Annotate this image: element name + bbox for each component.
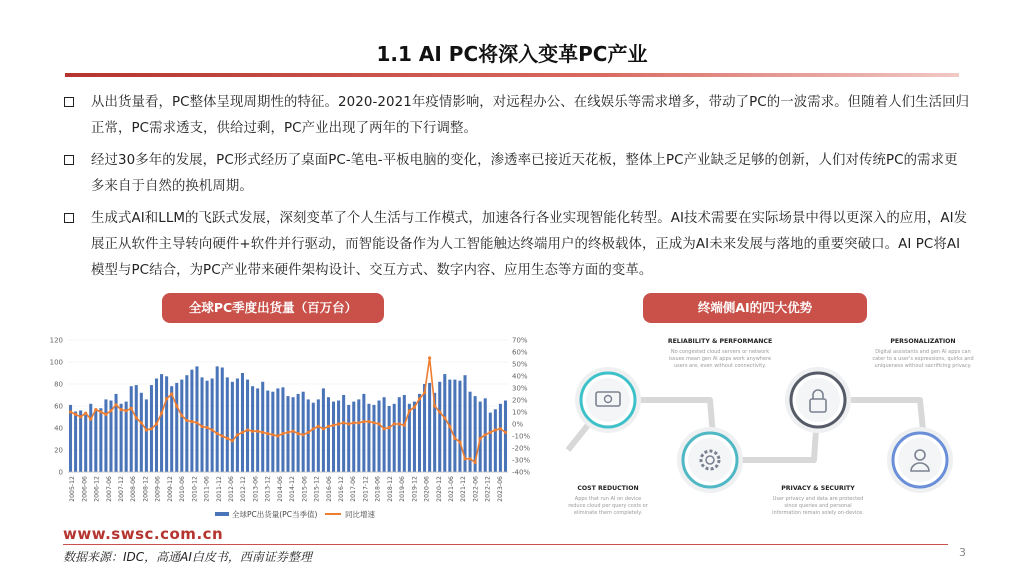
bar [504, 401, 507, 473]
bar [216, 366, 219, 472]
line-point [170, 392, 173, 395]
footer-divider [63, 544, 948, 545]
line-point [398, 422, 401, 425]
y-right-tick-label: 30% [512, 384, 528, 393]
line-point [180, 414, 183, 417]
line-point [150, 427, 153, 430]
line-point [463, 457, 466, 460]
bar [195, 366, 198, 472]
line-point [307, 431, 310, 434]
bar [494, 409, 497, 472]
x-tick-label: 2006-12 [93, 476, 101, 502]
square-bullet-icon [64, 213, 74, 223]
y-left-tick-label: 60 [54, 402, 63, 411]
icon-disc [796, 378, 840, 422]
x-tick-label: 2015-12 [313, 476, 321, 502]
bar [99, 408, 102, 472]
bar [211, 379, 214, 473]
x-tick-label: 2016-12 [338, 476, 345, 502]
line-point [403, 424, 406, 427]
line-point [448, 425, 451, 428]
line-point [433, 404, 436, 407]
line-point [114, 403, 117, 406]
y-left-tick-label: 80 [54, 380, 63, 389]
bar [418, 394, 421, 472]
line-point [418, 397, 421, 400]
line-point [504, 431, 507, 434]
square-bullet-icon [64, 97, 74, 107]
bar [221, 368, 224, 473]
line-point [297, 432, 300, 435]
line-point [145, 428, 148, 431]
y-left-tick-label: 100 [49, 358, 63, 367]
info-item-cost-reduction [568, 485, 648, 516]
info-body-line: information remain solely on-device. [772, 510, 864, 516]
line-point [79, 415, 82, 418]
line-point [494, 428, 497, 431]
y-right-tick-label: 40% [512, 372, 528, 381]
line-point [423, 391, 426, 394]
bar [307, 399, 310, 472]
bar [180, 380, 183, 472]
info-body-line: Apps that run AI on device [574, 496, 642, 502]
title-underline [65, 73, 959, 77]
line-point [499, 427, 502, 430]
x-tick-label: 2017-06 [350, 476, 358, 502]
line-point [216, 432, 219, 435]
bar [443, 374, 446, 472]
line-point [94, 408, 97, 411]
x-tick-label: 2017-12 [362, 476, 370, 502]
bar [74, 412, 77, 473]
y-right-tick-label: -40% [512, 468, 531, 477]
infographic-title-pill: 终端侧AI的四大优势 [643, 293, 867, 323]
x-tick-label: 2018-12 [386, 476, 394, 502]
x-tick-label: 2010-12 [191, 476, 199, 502]
x-tick-label: 2007-06 [105, 476, 113, 502]
x-tick-label: 2013-12 [264, 476, 272, 502]
line-point [281, 432, 284, 435]
bar [94, 410, 97, 472]
line-point [266, 432, 269, 435]
line-point [286, 431, 289, 434]
info-body-line: issues mean gen AI apps work anywhere [668, 356, 772, 362]
line-point [408, 409, 411, 412]
line-point [190, 420, 193, 423]
line-point [195, 421, 198, 424]
bar [79, 410, 82, 472]
bar [251, 386, 254, 472]
bar [145, 399, 148, 472]
line-point [372, 421, 375, 424]
line-point [211, 428, 214, 431]
bullet-list [64, 90, 970, 290]
y-left-tick-label: 120 [49, 336, 63, 345]
line-point [352, 421, 355, 424]
x-tick-label: 2021-06 [448, 476, 455, 502]
bar [231, 382, 234, 472]
x-tick-label: 2023-06 [496, 476, 504, 502]
y-left-tick-label: 40 [54, 424, 63, 433]
bar [246, 380, 249, 472]
slide-title: 1.1 AI PC将深入变革PC产业 [376, 42, 648, 66]
line-point [484, 433, 487, 436]
info-body-line: users are, even without connectivity. [673, 363, 767, 369]
bar [337, 401, 340, 473]
line-point [382, 427, 385, 430]
line-point [322, 427, 325, 430]
y-right-tick-label: 0% [512, 420, 524, 429]
line-point [185, 419, 188, 422]
line-point [327, 425, 330, 428]
bar [135, 385, 138, 472]
line-point [221, 434, 224, 437]
bullet-item [64, 148, 970, 200]
bullet-item [64, 206, 970, 284]
info-heading: PRIVACY & SECURITY [781, 485, 855, 492]
line-point [205, 426, 208, 429]
line-point [241, 431, 244, 434]
bar [332, 402, 335, 472]
y-right-tick-label: 70% [512, 336, 528, 345]
y-right-tick-label: 10% [512, 408, 528, 417]
x-tick-label: 2012-06 [228, 476, 235, 502]
bar [276, 388, 279, 472]
x-tick-label: 2012-12 [240, 476, 248, 502]
bar [89, 404, 92, 472]
legend-label: 全球PC出货量(PC当季值) [232, 510, 318, 519]
bar [292, 397, 295, 472]
bar [120, 404, 123, 472]
line-point [458, 440, 461, 443]
line-point [175, 404, 178, 407]
info-heading: PERSONALIZATION [890, 338, 956, 345]
x-tick-label: 2022-06 [472, 476, 480, 502]
bar [185, 375, 188, 472]
bar [342, 395, 345, 472]
line-point [438, 410, 441, 413]
line-point [271, 433, 274, 436]
line-point [246, 428, 249, 431]
bar [362, 394, 365, 472]
x-tick-label: 2014-12 [289, 476, 297, 502]
x-tick-label: 2018-06 [374, 476, 382, 502]
y-left-tick-label: 20 [54, 446, 63, 455]
line-point [261, 431, 264, 434]
bar [281, 387, 284, 472]
bar [347, 405, 350, 472]
x-tick-label: 2011-06 [203, 476, 211, 502]
y-left-tick-label: 0 [58, 468, 63, 477]
bar [302, 392, 305, 472]
icon-disc [586, 378, 630, 422]
bar [393, 404, 396, 472]
x-tick-label: 2008-12 [142, 476, 150, 502]
line-point [388, 426, 391, 429]
bar [170, 386, 173, 472]
bar [317, 399, 320, 472]
line-point [99, 410, 102, 413]
square-bullet-icon [64, 155, 74, 165]
line-point [413, 406, 416, 409]
legend-swatch-bar [215, 512, 229, 516]
bar [327, 397, 330, 472]
line-point [312, 427, 315, 430]
bar [261, 382, 264, 472]
line-point [236, 433, 239, 436]
line-point [362, 420, 365, 423]
bar [398, 397, 401, 472]
line-point [155, 422, 158, 425]
y-right-tick-label: -20% [512, 444, 531, 453]
legend-label: 同比增速 [345, 510, 375, 519]
line-point [109, 409, 112, 412]
line-point [317, 425, 320, 428]
x-tick-label: 2015-06 [301, 476, 309, 502]
icon-disc [688, 438, 732, 482]
x-tick-label: 2021-12 [460, 476, 468, 502]
bar [453, 380, 456, 472]
info-item-privacy [772, 485, 864, 516]
x-tick-label: 2019-12 [411, 476, 419, 502]
info-body-line: since queries and personal [784, 503, 852, 509]
info-body-line: No congested cloud servers or network [670, 349, 770, 355]
bar [357, 399, 360, 472]
line-point [291, 430, 294, 433]
x-tick-label: 2020-06 [423, 476, 431, 502]
chart-legend [215, 509, 375, 519]
line-point [468, 457, 471, 460]
data-source: 数据来源：IDC，高通AI白皮书，西南证券整理 [63, 550, 312, 564]
bar [271, 392, 274, 472]
pc-shipment-chart [40, 330, 531, 525]
bullet-text: 从出货量看，PC整体呈现周期性的特征。2020-2021年疫情影响，对远程办公、在线娱乐等需求增多，带动了PC的一波需求。但随着人们生活回归正常，PC需求透支，供给过剩，PC产业出现了两年的下行调整。 [91, 95, 970, 136]
bar [367, 404, 370, 472]
info-body-line: Digital assistants and gen AI apps can [875, 349, 971, 355]
edge-ai-advantages-infographic [560, 330, 980, 530]
line-point [140, 421, 143, 424]
bar [160, 374, 163, 472]
line-point [256, 430, 259, 433]
line-point [74, 413, 77, 416]
info-heading: RELIABILITY & PERFORMANCE [667, 338, 773, 345]
info-body-line: User privacy and data are protected [772, 496, 864, 502]
x-tick-label: 2022-12 [484, 476, 492, 502]
line-point [367, 420, 370, 423]
x-tick-label: 2020-12 [435, 476, 443, 502]
bar [84, 415, 87, 472]
bar [372, 405, 375, 472]
x-tick-label: 2010-06 [179, 476, 187, 502]
bar [140, 393, 143, 472]
line-point [125, 409, 128, 412]
bar [423, 384, 426, 472]
bar [312, 403, 315, 472]
line-point [489, 431, 492, 434]
info-heading: COST REDUCTION [577, 485, 639, 492]
x-tick-label: 2014-06 [276, 476, 284, 502]
line-point [276, 434, 279, 437]
line-point [377, 422, 380, 425]
x-tick-label: 2008-06 [130, 476, 138, 502]
y-right-tick-label: -10% [512, 432, 531, 441]
line-point [89, 418, 92, 421]
line-point [120, 408, 123, 411]
y-right-tick-label: 50% [512, 360, 528, 369]
bar [130, 386, 133, 472]
line-point [165, 397, 168, 400]
x-tick-label: 2013-06 [252, 476, 260, 502]
line-point [84, 412, 87, 415]
info-item-reliability [668, 338, 772, 369]
line-point [337, 422, 340, 425]
y-right-tick-label: 20% [512, 396, 528, 405]
line-point [479, 437, 482, 440]
bar [378, 401, 381, 473]
bar [403, 395, 406, 472]
line-point [347, 422, 350, 425]
line-point [160, 412, 163, 415]
bar [438, 382, 441, 472]
bar [241, 373, 244, 472]
x-tick-label: 2019-06 [399, 476, 407, 502]
bullet-item [64, 90, 970, 142]
x-tick-label: 2007-12 [118, 476, 125, 502]
x-tick-label: 2011-12 [215, 476, 223, 502]
info-body-line: cater to a user's expressions, quirks and [872, 356, 974, 362]
line-point [130, 407, 133, 410]
bar [499, 404, 502, 472]
bar [266, 391, 269, 472]
x-tick-label: 2006-06 [81, 476, 89, 502]
info-body-line: eliminate them completely. [573, 510, 643, 516]
page-number: 3 [959, 546, 966, 559]
bar [428, 383, 431, 472]
line-point [231, 439, 234, 442]
bar [175, 383, 178, 472]
bar [69, 405, 72, 472]
line-point [251, 430, 254, 433]
line-point [453, 437, 456, 440]
line-point [342, 421, 345, 424]
line-point [104, 413, 107, 416]
x-tick-label: 2005-12 [69, 476, 77, 502]
y-right-tick-label: -30% [512, 456, 531, 465]
line-point [200, 425, 203, 428]
chart-title-pill: 全球PC季度出货量（百万台） [162, 293, 384, 323]
x-tick-label: 2016-06 [325, 476, 333, 502]
bar [458, 381, 461, 472]
bar [286, 396, 289, 472]
y-right-tick-label: 60% [512, 348, 528, 357]
info-body-line: reduce cloud per query costs or [568, 503, 648, 509]
line-point [135, 416, 138, 419]
footer-url: www.swsc.com.cn [63, 525, 224, 543]
bar [165, 376, 168, 472]
bar [226, 377, 229, 472]
bar [413, 402, 416, 472]
bar [489, 413, 492, 472]
info-body-line: uniqueness without sacrificing privacy. [874, 363, 972, 369]
line-point [69, 410, 72, 413]
line-point [428, 356, 431, 359]
bullet-text: 经过30多年的发展，PC形式经历了桌面PC-笔电-平板电脑的变化，渗透率已接近天花板，整体上PC产业缺乏足够的创新，人们对传统PC的需求更多来自于自然的换机周期。 [91, 153, 958, 194]
bullet-text: 生成式AI和LLM的飞跃式发展，深刻变革了个人生活与工作模式，加速各行各业实现智能化转型。AI技术需要在实际场景中得以更深入的应用，AI发展正从软件主导转向硬件+软件并行驱动，而智能设备作为人工智能触达终端用户的终极载体，正成为AI未来发展与落地的重要突破口。AI PC将AI模型与PC结合，为PC产业带来硬件架构设计、交互方式、数字内容、应用生态等方面的变革。 [91, 211, 968, 278]
line-point [332, 424, 335, 427]
line-point [357, 421, 360, 424]
line-point [474, 461, 477, 464]
info-item-personalization [872, 338, 973, 369]
x-tick-label: 2009-12 [166, 476, 174, 502]
x-tick-label: 2009-06 [154, 476, 162, 502]
bar [388, 406, 391, 472]
bar [104, 399, 107, 472]
line-point [393, 422, 396, 425]
line-point [443, 416, 446, 419]
bar [352, 402, 355, 472]
bar [383, 397, 386, 472]
bar [236, 379, 239, 473]
line-point [302, 433, 305, 436]
line-point [226, 437, 229, 440]
